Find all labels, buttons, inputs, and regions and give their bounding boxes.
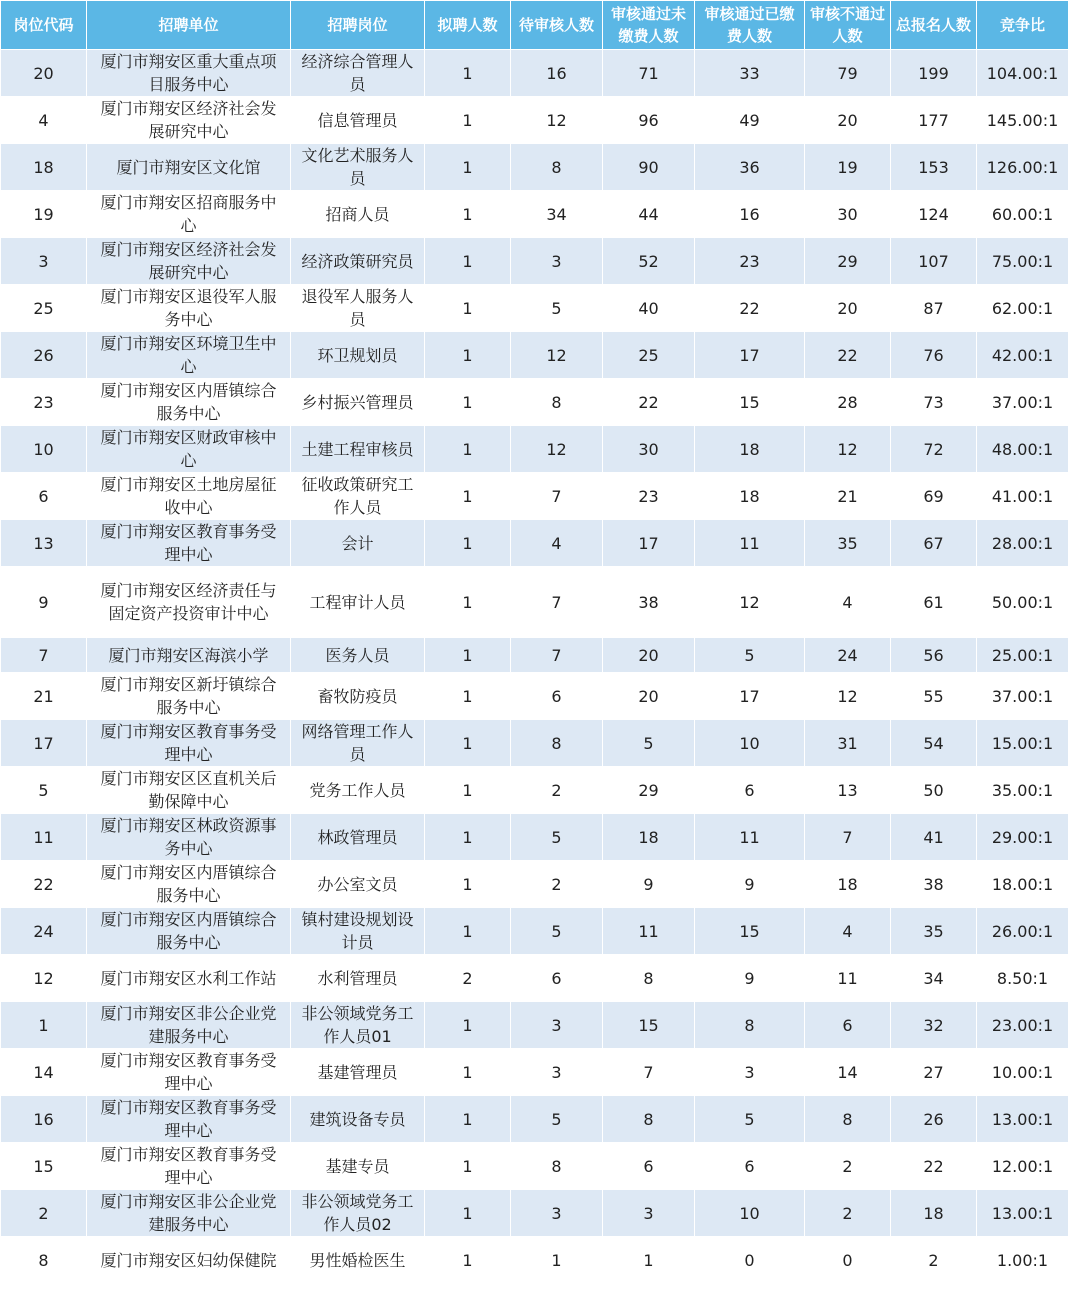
header-total-applicants: 总报名人数 (891, 1, 977, 50)
cell-competition-ratio: 37.00:1 (977, 379, 1068, 426)
cell-approved-unpaid: 30 (603, 426, 695, 473)
cell-employer: 厦门市翔安区教育事务受理中心 (87, 1143, 291, 1190)
cell-position: 畜牧防疫员 (291, 673, 425, 720)
cell-position-code: 5 (1, 767, 87, 814)
cell-position-code: 18 (1, 144, 87, 191)
cell-employer: 厦门市翔安区内厝镇综合服务中心 (87, 379, 291, 426)
table-row (1, 520, 1068, 567)
cell-competition-ratio: 37.00:1 (977, 673, 1068, 720)
table-row (1, 426, 1068, 473)
cell-pending-review: 16 (511, 50, 603, 97)
cell-pending-review: 3 (511, 238, 603, 285)
cell-approved-paid: 16 (695, 191, 805, 238)
cell-position-code: 21 (1, 673, 87, 720)
cell-employer: 厦门市翔安区区直机关后勤保障中心 (87, 767, 291, 814)
cell-position-code: 22 (1, 861, 87, 908)
header-approved-paid: 审核通过已缴费人数 (695, 1, 805, 50)
cell-approved-unpaid: 38 (603, 567, 695, 638)
cell-approved-paid: 18 (695, 473, 805, 520)
header-employer: 招聘单位 (87, 1, 291, 50)
cell-rejected: 79 (805, 50, 891, 97)
cell-pending-review: 7 (511, 638, 603, 673)
cell-rejected: 2 (805, 1190, 891, 1237)
cell-rejected: 12 (805, 673, 891, 720)
cell-approved-unpaid: 5 (603, 720, 695, 767)
table-row (1, 285, 1068, 332)
cell-planned-hires: 1 (425, 673, 511, 720)
table-row (1, 97, 1068, 144)
cell-position: 退役军人服务人员 (291, 285, 425, 332)
cell-pending-review: 3 (511, 1002, 603, 1049)
cell-position-code: 10 (1, 426, 87, 473)
cell-position-code: 16 (1, 1096, 87, 1143)
cell-approved-paid: 12 (695, 567, 805, 638)
cell-planned-hires: 1 (425, 1049, 511, 1096)
table-row (1, 1096, 1068, 1143)
cell-rejected: 13 (805, 767, 891, 814)
table-row (1, 1190, 1068, 1237)
cell-rejected: 14 (805, 1049, 891, 1096)
cell-rejected: 29 (805, 238, 891, 285)
cell-employer: 厦门市翔安区教育事务受理中心 (87, 720, 291, 767)
cell-planned-hires: 1 (425, 814, 511, 861)
cell-total-applicants: 41 (891, 814, 977, 861)
cell-position: 非公领域党务工作人员02 (291, 1190, 425, 1237)
cell-competition-ratio: 13.00:1 (977, 1190, 1068, 1237)
cell-approved-unpaid: 20 (603, 638, 695, 673)
cell-position: 非公领域党务工作人员01 (291, 1002, 425, 1049)
cell-approved-unpaid: 96 (603, 97, 695, 144)
cell-total-applicants: 56 (891, 638, 977, 673)
cell-total-applicants: 69 (891, 473, 977, 520)
cell-pending-review: 12 (511, 426, 603, 473)
cell-position-code: 6 (1, 473, 87, 520)
cell-planned-hires: 1 (425, 191, 511, 238)
cell-employer: 厦门市翔安区水利工作站 (87, 955, 291, 1002)
cell-pending-review: 5 (511, 908, 603, 955)
cell-approved-paid: 10 (695, 1190, 805, 1237)
cell-approved-paid: 6 (695, 1143, 805, 1190)
cell-planned-hires: 1 (425, 285, 511, 332)
cell-planned-hires: 1 (425, 144, 511, 191)
cell-approved-unpaid: 71 (603, 50, 695, 97)
cell-pending-review: 1 (511, 1237, 603, 1284)
cell-position-code: 1 (1, 1002, 87, 1049)
cell-approved-unpaid: 20 (603, 673, 695, 720)
cell-employer: 厦门市翔安区环境卫生中心 (87, 332, 291, 379)
table-row (1, 908, 1068, 955)
cell-approved-paid: 9 (695, 955, 805, 1002)
cell-position-code: 15 (1, 1143, 87, 1190)
cell-planned-hires: 1 (425, 638, 511, 673)
cell-rejected: 31 (805, 720, 891, 767)
cell-approved-paid: 0 (695, 1237, 805, 1284)
cell-position: 土建工程审核员 (291, 426, 425, 473)
cell-rejected: 6 (805, 1002, 891, 1049)
cell-employer: 厦门市翔安区妇幼保健院 (87, 1237, 291, 1284)
cell-approved-unpaid: 44 (603, 191, 695, 238)
table-row (1, 379, 1068, 426)
cell-employer: 厦门市翔安区经济责任与固定资产投资审计中心 (87, 567, 291, 638)
cell-employer: 厦门市翔安区新圩镇综合服务中心 (87, 673, 291, 720)
cell-pending-review: 7 (511, 473, 603, 520)
cell-total-applicants: 61 (891, 567, 977, 638)
header-competition-ratio: 竞争比 (977, 1, 1068, 50)
cell-rejected: 20 (805, 285, 891, 332)
cell-approved-paid: 9 (695, 861, 805, 908)
cell-approved-paid: 36 (695, 144, 805, 191)
cell-employer: 厦门市翔安区土地房屋征收中心 (87, 473, 291, 520)
cell-total-applicants: 34 (891, 955, 977, 1002)
table-header-row (1, 1, 1068, 50)
table-row (1, 1237, 1068, 1284)
cell-position-code: 2 (1, 1190, 87, 1237)
cell-planned-hires: 1 (425, 1143, 511, 1190)
cell-planned-hires: 1 (425, 379, 511, 426)
cell-total-applicants: 153 (891, 144, 977, 191)
cell-position-code: 20 (1, 50, 87, 97)
cell-competition-ratio: 75.00:1 (977, 238, 1068, 285)
cell-employer: 厦门市翔安区林政资源事务中心 (87, 814, 291, 861)
cell-planned-hires: 1 (425, 426, 511, 473)
cell-competition-ratio: 50.00:1 (977, 567, 1068, 638)
table-row (1, 673, 1068, 720)
cell-position: 经济综合管理人员 (291, 50, 425, 97)
cell-position: 党务工作人员 (291, 767, 425, 814)
cell-total-applicants: 87 (891, 285, 977, 332)
cell-position: 林政管理员 (291, 814, 425, 861)
cell-approved-paid: 3 (695, 1049, 805, 1096)
cell-approved-paid: 5 (695, 638, 805, 673)
cell-rejected: 20 (805, 97, 891, 144)
table-row (1, 1143, 1068, 1190)
cell-planned-hires: 1 (425, 473, 511, 520)
cell-position-code: 17 (1, 720, 87, 767)
cell-approved-paid: 23 (695, 238, 805, 285)
cell-pending-review: 3 (511, 1190, 603, 1237)
cell-planned-hires: 1 (425, 520, 511, 567)
cell-planned-hires: 1 (425, 238, 511, 285)
cell-approved-unpaid: 7 (603, 1049, 695, 1096)
cell-position: 环卫规划员 (291, 332, 425, 379)
table-row (1, 861, 1068, 908)
cell-rejected: 12 (805, 426, 891, 473)
cell-position: 经济政策研究员 (291, 238, 425, 285)
cell-approved-unpaid: 90 (603, 144, 695, 191)
cell-total-applicants: 124 (891, 191, 977, 238)
cell-competition-ratio: 35.00:1 (977, 767, 1068, 814)
table-row (1, 720, 1068, 767)
cell-rejected: 22 (805, 332, 891, 379)
cell-position-code: 9 (1, 567, 87, 638)
cell-competition-ratio: 8.50:1 (977, 955, 1068, 1002)
cell-approved-unpaid: 15 (603, 1002, 695, 1049)
cell-competition-ratio: 104.00:1 (977, 50, 1068, 97)
cell-approved-paid: 10 (695, 720, 805, 767)
cell-competition-ratio: 28.00:1 (977, 520, 1068, 567)
cell-approved-unpaid: 3 (603, 1190, 695, 1237)
cell-competition-ratio: 26.00:1 (977, 908, 1068, 955)
cell-position: 办公室文员 (291, 861, 425, 908)
cell-pending-review: 6 (511, 673, 603, 720)
cell-rejected: 2 (805, 1143, 891, 1190)
cell-position-code: 26 (1, 332, 87, 379)
cell-competition-ratio: 60.00:1 (977, 191, 1068, 238)
cell-rejected: 4 (805, 908, 891, 955)
cell-approved-paid: 22 (695, 285, 805, 332)
header-position-code: 岗位代码 (1, 1, 87, 50)
cell-pending-review: 7 (511, 567, 603, 638)
cell-position: 网络管理工作人员 (291, 720, 425, 767)
table-row (1, 955, 1068, 1002)
cell-position: 乡村振兴管理员 (291, 379, 425, 426)
cell-pending-review: 8 (511, 144, 603, 191)
header-position: 招聘岗位 (291, 1, 425, 50)
cell-approved-paid: 5 (695, 1096, 805, 1143)
cell-pending-review: 6 (511, 955, 603, 1002)
cell-position: 信息管理员 (291, 97, 425, 144)
cell-total-applicants: 50 (891, 767, 977, 814)
cell-employer: 厦门市翔安区退役军人服务中心 (87, 285, 291, 332)
cell-rejected: 28 (805, 379, 891, 426)
cell-total-applicants: 54 (891, 720, 977, 767)
cell-total-applicants: 27 (891, 1049, 977, 1096)
cell-approved-unpaid: 1 (603, 1237, 695, 1284)
cell-total-applicants: 32 (891, 1002, 977, 1049)
cell-competition-ratio: 15.00:1 (977, 720, 1068, 767)
cell-total-applicants: 55 (891, 673, 977, 720)
cell-position-code: 4 (1, 97, 87, 144)
table-row (1, 191, 1068, 238)
cell-competition-ratio: 62.00:1 (977, 285, 1068, 332)
cell-total-applicants: 107 (891, 238, 977, 285)
cell-total-applicants: 67 (891, 520, 977, 567)
cell-planned-hires: 1 (425, 567, 511, 638)
table-row (1, 814, 1068, 861)
cell-position: 文化艺术服务人员 (291, 144, 425, 191)
cell-approved-paid: 15 (695, 908, 805, 955)
table-row (1, 638, 1068, 673)
table-row (1, 1049, 1068, 1096)
table-row (1, 144, 1068, 191)
table-body (1, 50, 1068, 1284)
cell-planned-hires: 1 (425, 861, 511, 908)
cell-planned-hires: 1 (425, 1190, 511, 1237)
cell-approved-unpaid: 25 (603, 332, 695, 379)
cell-position-code: 23 (1, 379, 87, 426)
table-row (1, 567, 1068, 638)
cell-competition-ratio: 25.00:1 (977, 638, 1068, 673)
cell-employer: 厦门市翔安区财政审核中心 (87, 426, 291, 473)
cell-pending-review: 5 (511, 1096, 603, 1143)
cell-total-applicants: 199 (891, 50, 977, 97)
cell-rejected: 11 (805, 955, 891, 1002)
cell-competition-ratio: 29.00:1 (977, 814, 1068, 861)
cell-total-applicants: 18 (891, 1190, 977, 1237)
cell-pending-review: 4 (511, 520, 603, 567)
cell-pending-review: 8 (511, 379, 603, 426)
cell-planned-hires: 1 (425, 1002, 511, 1049)
cell-pending-review: 3 (511, 1049, 603, 1096)
cell-position: 基建专员 (291, 1143, 425, 1190)
cell-position: 会计 (291, 520, 425, 567)
cell-rejected: 24 (805, 638, 891, 673)
cell-competition-ratio: 48.00:1 (977, 426, 1068, 473)
cell-pending-review: 8 (511, 1143, 603, 1190)
header-rejected: 审核不通过人数 (805, 1, 891, 50)
cell-approved-unpaid: 17 (603, 520, 695, 567)
cell-approved-unpaid: 29 (603, 767, 695, 814)
cell-planned-hires: 1 (425, 720, 511, 767)
cell-approved-paid: 15 (695, 379, 805, 426)
cell-pending-review: 5 (511, 285, 603, 332)
cell-position: 基建管理员 (291, 1049, 425, 1096)
cell-approved-unpaid: 40 (603, 285, 695, 332)
cell-rejected: 21 (805, 473, 891, 520)
cell-approved-paid: 17 (695, 332, 805, 379)
cell-rejected: 19 (805, 144, 891, 191)
cell-competition-ratio: 42.00:1 (977, 332, 1068, 379)
cell-employer: 厦门市翔安区非公企业党建服务中心 (87, 1002, 291, 1049)
cell-planned-hires: 1 (425, 97, 511, 144)
cell-approved-paid: 11 (695, 520, 805, 567)
cell-total-applicants: 35 (891, 908, 977, 955)
cell-competition-ratio: 126.00:1 (977, 144, 1068, 191)
cell-approved-unpaid: 6 (603, 1143, 695, 1190)
cell-pending-review: 34 (511, 191, 603, 238)
cell-employer: 厦门市翔安区教育事务受理中心 (87, 520, 291, 567)
cell-approved-unpaid: 52 (603, 238, 695, 285)
cell-competition-ratio: 10.00:1 (977, 1049, 1068, 1096)
table-row (1, 238, 1068, 285)
table-row (1, 50, 1068, 97)
cell-rejected: 18 (805, 861, 891, 908)
header-approved-unpaid: 审核通过未缴费人数 (603, 1, 695, 50)
cell-approved-unpaid: 8 (603, 1096, 695, 1143)
cell-employer: 厦门市翔安区海滨小学 (87, 638, 291, 673)
header-planned-hires: 拟聘人数 (425, 1, 511, 50)
cell-planned-hires: 1 (425, 1237, 511, 1284)
cell-approved-paid: 17 (695, 673, 805, 720)
cell-pending-review: 2 (511, 767, 603, 814)
cell-total-applicants: 76 (891, 332, 977, 379)
cell-position-code: 13 (1, 520, 87, 567)
cell-approved-unpaid: 11 (603, 908, 695, 955)
cell-competition-ratio: 18.00:1 (977, 861, 1068, 908)
cell-competition-ratio: 12.00:1 (977, 1143, 1068, 1190)
cell-position-code: 24 (1, 908, 87, 955)
cell-competition-ratio: 41.00:1 (977, 473, 1068, 520)
cell-total-applicants: 2 (891, 1237, 977, 1284)
cell-employer: 厦门市翔安区教育事务受理中心 (87, 1096, 291, 1143)
cell-total-applicants: 22 (891, 1143, 977, 1190)
cell-rejected: 8 (805, 1096, 891, 1143)
cell-position-code: 3 (1, 238, 87, 285)
cell-approved-unpaid: 23 (603, 473, 695, 520)
cell-approved-paid: 8 (695, 1002, 805, 1049)
cell-employer: 厦门市翔安区经济社会发展研究中心 (87, 238, 291, 285)
table-row (1, 767, 1068, 814)
cell-pending-review: 5 (511, 814, 603, 861)
header-pending-review: 待审核人数 (511, 1, 603, 50)
cell-employer: 厦门市翔安区教育事务受理中心 (87, 1049, 291, 1096)
cell-approved-unpaid: 22 (603, 379, 695, 426)
cell-position: 医务人员 (291, 638, 425, 673)
cell-rejected: 4 (805, 567, 891, 638)
cell-competition-ratio: 23.00:1 (977, 1002, 1068, 1049)
cell-position: 招商人员 (291, 191, 425, 238)
cell-planned-hires: 1 (425, 767, 511, 814)
cell-rejected: 0 (805, 1237, 891, 1284)
cell-approved-paid: 6 (695, 767, 805, 814)
cell-position: 男性婚检医生 (291, 1237, 425, 1284)
cell-competition-ratio: 145.00:1 (977, 97, 1068, 144)
cell-position-code: 14 (1, 1049, 87, 1096)
cell-employer: 厦门市翔安区招商服务中心 (87, 191, 291, 238)
cell-planned-hires: 2 (425, 955, 511, 1002)
cell-position-code: 11 (1, 814, 87, 861)
cell-planned-hires: 1 (425, 1096, 511, 1143)
cell-employer: 厦门市翔安区内厝镇综合服务中心 (87, 908, 291, 955)
cell-competition-ratio: 1.00:1 (977, 1237, 1068, 1284)
cell-total-applicants: 26 (891, 1096, 977, 1143)
cell-position-code: 7 (1, 638, 87, 673)
cell-approved-unpaid: 9 (603, 861, 695, 908)
cell-approved-paid: 33 (695, 50, 805, 97)
cell-approved-paid: 18 (695, 426, 805, 473)
cell-position-code: 12 (1, 955, 87, 1002)
cell-position-code: 8 (1, 1237, 87, 1284)
cell-approved-paid: 49 (695, 97, 805, 144)
table-row (1, 1002, 1068, 1049)
cell-approved-unpaid: 18 (603, 814, 695, 861)
cell-employer: 厦门市翔安区重大重点项目服务中心 (87, 50, 291, 97)
cell-position: 水利管理员 (291, 955, 425, 1002)
cell-planned-hires: 1 (425, 332, 511, 379)
cell-pending-review: 8 (511, 720, 603, 767)
cell-approved-unpaid: 8 (603, 955, 695, 1002)
cell-rejected: 7 (805, 814, 891, 861)
cell-competition-ratio: 13.00:1 (977, 1096, 1068, 1143)
cell-total-applicants: 177 (891, 97, 977, 144)
cell-planned-hires: 1 (425, 908, 511, 955)
cell-position: 建筑设备专员 (291, 1096, 425, 1143)
cell-pending-review: 12 (511, 97, 603, 144)
cell-pending-review: 12 (511, 332, 603, 379)
cell-approved-paid: 11 (695, 814, 805, 861)
cell-position-code: 19 (1, 191, 87, 238)
cell-total-applicants: 73 (891, 379, 977, 426)
table-row (1, 473, 1068, 520)
cell-position-code: 25 (1, 285, 87, 332)
table-row (1, 332, 1068, 379)
cell-employer: 厦门市翔安区文化馆 (87, 144, 291, 191)
cell-total-applicants: 72 (891, 426, 977, 473)
cell-employer: 厦门市翔安区内厝镇综合服务中心 (87, 861, 291, 908)
cell-employer: 厦门市翔安区经济社会发展研究中心 (87, 97, 291, 144)
cell-position: 镇村建设规划设计员 (291, 908, 425, 955)
cell-pending-review: 2 (511, 861, 603, 908)
cell-position: 工程审计人员 (291, 567, 425, 638)
cell-rejected: 30 (805, 191, 891, 238)
cell-employer: 厦门市翔安区非公企业党建服务中心 (87, 1190, 291, 1237)
cell-position: 征收政策研究工作人员 (291, 473, 425, 520)
cell-total-applicants: 38 (891, 861, 977, 908)
cell-planned-hires: 1 (425, 50, 511, 97)
cell-rejected: 35 (805, 520, 891, 567)
